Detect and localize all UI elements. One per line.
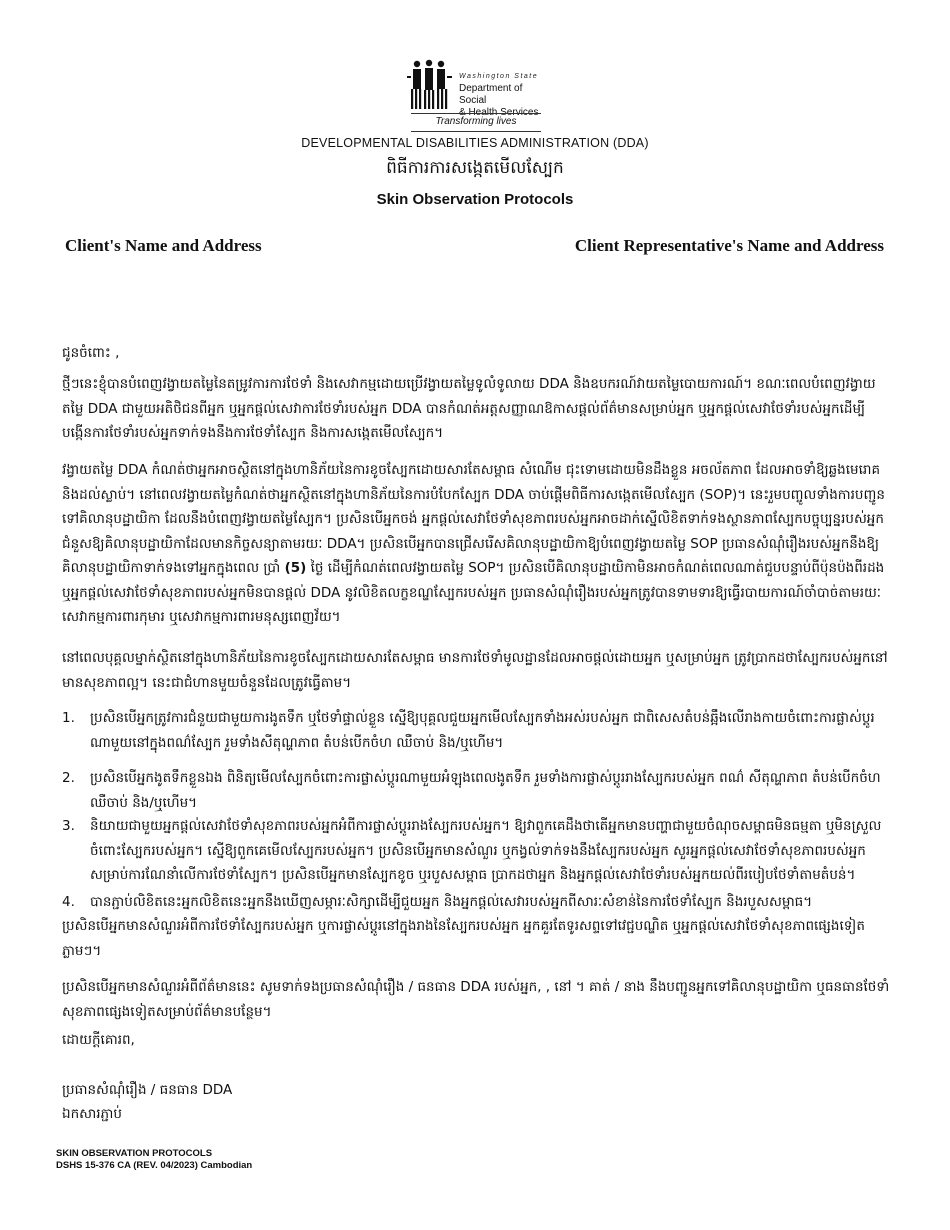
list-text: និយាយជាមួយអ្នកផ្តល់សេវាថែទាំសុខភាពរបស់អ្នកអំពីការផ្លាស់ប្តូររាងស្បែករបស់អ្នក។ ឱ្យវាពួកគេដឹងថាតើអ្នកមានបញ្ហាជាមួយចំណុចសម្ពាធមិនធម្មតា ឬមិនស្រួលចំពោះស្បែករបស់អ្នក។ ស្នើឱ្យពួកគេមើលស្បែករបស់អ្នក។ ប្រសិនបើអ្នកមានសំណួរ ឬកង្វល់ទាក់ទងនឹងស្បែករបស់អ្នក សួរអ្នកផ្តល់សេវាថែទាំសុខភាពរបស់អ្នកសម្រាប់ការណែនាំលើការថែទាំស្បែក។ ប្រសិនបើអ្នកមានស្បែកខូច ឬរបួសសម្ពាធ ប្រាកដថាអ្នក និងអ្នកផ្តល់សេវាថែទាំរបស់អ្នកយល់ពីរបៀបថែទាំតាមតំបន់។ (90, 818, 882, 883)
dshs-people-icon (405, 58, 455, 112)
paragraph-3: នៅពេលបុគ្គលម្នាក់ស្ថិតនៅក្នុងហានិភ័យនៃការខូចស្បែកដោយសារតែសម្ពាធ មានការថែទាំមូលដ្ឋានដែលអាចផ្តល់ដោយអ្នក ឬសម្រាប់អ្នក ត្រូវប្រាកដថាស្បែករបស់អ្នកនៅមានសុខភាពល្អ។ នេះជាជំហានមួយចំនួនដែលត្រូវធ្វើតាម។ (62, 650, 888, 691)
signer-title: ប្រធានសំណុំរឿង / ធនធាន DDA (62, 1082, 233, 1098)
paragraph-2-part-b: ថ្ងៃ ដើម្បីកំណត់ពេលវង្វាយតម្លៃ SOP។ ប្រសិនបើគិលានុបដ្ឋាយិកាមិនអាចកំណត់ពេលណាត់ជួបបន្ទាប់ពីប៉ុនប៉ងពីរដង ឬអ្នកផ្តល់សេវាថែទាំសុខភាពរបស់អ្នកមិនបានផ្តល់ DDA នូវលិខិតលក្ខខណ្ឌស្បែករបស់អ្នក ប្រធានសំណុំរឿងរបស់អ្នកត្រូវបានទាមទារឱ្យធ្វើរបាយការណ៍ចាំបាច់តាមរយៈសេវាកម្មការពារកុមារ ឬសេវាកម្មការពារមនុស្សពេញវ័យ។ (62, 560, 885, 625)
logo-rule-top (411, 113, 541, 114)
list-item (62, 890, 890, 915)
paragraph-5: ប្រសិនបើអ្នកមានសំណួរអំពីព័ត៌មាននេះ សូមទាក់ទងប្រធានសំណុំរឿង / ធនធាន DDA របស់អ្នក, , នៅ ។ គាត់ / នាង នឹងបញ្ជូនអ្នកទៅគិលានុបដ្ឋាយិកា ឬធនធានថែទាំសុខភាពផ្សេងទៀតសម្រាប់ព័ត៌មានបន្ថែម។ (62, 979, 890, 1020)
salutation: ជូនចំពោះ , (62, 345, 120, 361)
paragraph-1: ថ្មីៗនេះខ្ញុំបានបំពេញវង្វាយតម្លៃនៃតម្រូវការការថែទាំ និងសេវាកម្មដោយប្រើវង្វាយតម្លៃទូលំទូលាយ DDA និងឧបករណ៍វាយតម្លៃបោយការណ៍។ ខណៈពេលបំពេញវង្វាយតម្លៃ DDA ជាមួយអតិថិជនពីអ្នក ឬអ្នកផ្តល់សេវាការថែទាំរបស់អ្នក DDA បានកំណត់អត្តសញ្ញាណឱកាសផ្តល់ព័ត៌មានសម្រាប់អ្នក ឬអ្នកផ្តល់សេវាថែទាំរបស់អ្នកដើម្បីបង្កើនការថែទាំរបស់អ្នកទាក់ទងនឹងការថែទាំស្បែក និងការសង្កេតមើលស្បែក។ (62, 376, 876, 441)
closing: ដោយក្តីគោរព, (62, 1032, 135, 1048)
paragraph-2 (62, 458, 890, 630)
list-text: បានភ្ជាប់លិខិតនេះអ្នកលិខិតនេះអ្នកនឹងឃើញសម្ភារៈសិក្សាដើម្បីជួយអ្នក និងអ្នកផ្តល់សេវារបស់អ្នកពីសារៈសំខាន់នៃការថែទាំស្បែក និងរបួសសម្ពាធ។ (90, 894, 813, 910)
client-name-address-label: Client's Name and Address (65, 236, 262, 255)
footer-form-title: SKIN OBSERVATION PROTOCOLS (56, 1148, 213, 1159)
list-item (62, 814, 890, 888)
list-number: 2. (62, 770, 75, 786)
representative-name-address-label: Client Representative's Name and Address (574, 236, 884, 255)
administration-title: DEVELOPMENTAL DISABILITIES ADMINISTRATION (DDA) (301, 136, 649, 150)
org-line-2: Department of Social (459, 83, 523, 106)
logo-tagline: Transforming lives (435, 116, 517, 127)
list-number: 3. (62, 818, 75, 834)
attachment-label: ឯកសារភ្ជាប់ (62, 1106, 122, 1122)
form-footer (56, 1148, 252, 1172)
english-title: Skin Observation Protocols (376, 191, 574, 208)
paragraph-2-part-a: វង្វាយតម្លៃ DDA កំណត់ថាអ្នកអាចស្ថិតនៅក្នុងហានិភ័យនៃការខូចស្បែកដោយសារតែសម្ពាធ សំណើម ជុះទោមដោយមិនដឹងខ្លួន អចល័តភាព ដែលអាចទាំឱ្យឆ្លងមេរោគ និងដល់ស្លាប់។ នៅពេលវង្វាយតម្លៃកំណត់ថាអ្នកស្ថិតនៅក្នុងហានិភ័យនៃការបំបែកស្បែក DDA ចាប់ផ្តើមពិធីការសង្កេតមើលស្បែក (SOP)។ នេះរួមបញ្ចូលទាំងការបញ្ជូនទៅគិលានុបដ្ឋាយិកា ដែលនឹងបំពេញវង្វាយតម្លៃស្បែក។ ប្រសិនបើអ្នកចង់ អ្នកផ្តល់សេវាថែទាំសុខភាពរបស់អ្នកអាចដាក់ស្នើលិខិតទាក់ទងស្ថានភាពស្បែកបច្ចុប្បន្នរបស់អ្នកជំនួសឱ្យគិលានុបដ្ឋាយិកាដែលមានកិច្ចសន្យាតាមរយៈ DDA។ ប្រសិនបើអ្នកបានជ្រើសរើសគិលានុបដ្ឋាយិកាឱ្យបំពេញវង្វាយតម្លៃ SOP ប្រធានសំណុំរឿងរបស់អ្នកនឹងឱ្យគិលានុបដ្ឋាយិកាទាក់ទងទៅអ្នកក្នុងពេល ប្រាំ (62, 462, 885, 576)
logo-rule-bottom (411, 131, 541, 132)
khmer-title: ពិធីការការសង្កេតមើលស្បែក (386, 158, 564, 178)
paragraph-4: ប្រសិនបើអ្នកមានសំណួរអំពីការថែទាំស្បែករបស់អ្នក ឬការផ្លាស់ប្តូរនៅក្នុងរាងនៃស្បែករបស់អ្នក អ្នកគួរតែទូរសព្ទទៅវេជ្ជបណ្ឌិត ឬអ្នកផ្តល់សេវាថែទាំសុខភាពផ្សេងទៀតភ្លាមៗ។ (62, 918, 865, 959)
paragraph-2-bold: (5) (284, 560, 307, 576)
org-line-1: Washington State (459, 73, 539, 80)
footer-form-number: DSHS 15-376 CA (REV. 04/2023) Cambodian (56, 1160, 253, 1171)
list-item (62, 766, 890, 815)
dshs-logo (405, 58, 550, 136)
list-text: ប្រសិនបើអ្នកងូតទឹកខ្លួនឯង ពិនិត្យមើលស្បែកចំពោះការផ្លាស់ប្តូរណាមួយអំឡុងពេលងូតទឹក រួមទាំងការផ្លាស់ប្តូររាងស្បែករបស់អ្នក ពណ៌ សីតុណ្ហភាព តំបន់បើកចំហ ឈឺចាប់ និង/ឬហើម។ (90, 770, 881, 811)
list-text: ប្រសិនបើអ្នកត្រូវការជំនួយជាមួយការងូតទឹក ឬថែទាំផ្ទាល់ខ្លួន ស្នើឱ្យបុគ្គលជួយអ្នកមើលស្បែកទាំងអស់របស់អ្នក ជាពិសេសតំបន់ឆ្អឹងលើរាងកាយចំពោះការផ្លាស់ប្តូរណាមួយនៅក្នុងពណ៌ស្បែក រួមទាំងសីតុណ្ហភាព តំបន់បើកចំហ ឈឺចាប់ និង/ឬហើម។ (90, 710, 875, 751)
list-item (62, 706, 890, 755)
list-number: 1. (62, 710, 75, 726)
list-number: 4. (62, 894, 75, 910)
